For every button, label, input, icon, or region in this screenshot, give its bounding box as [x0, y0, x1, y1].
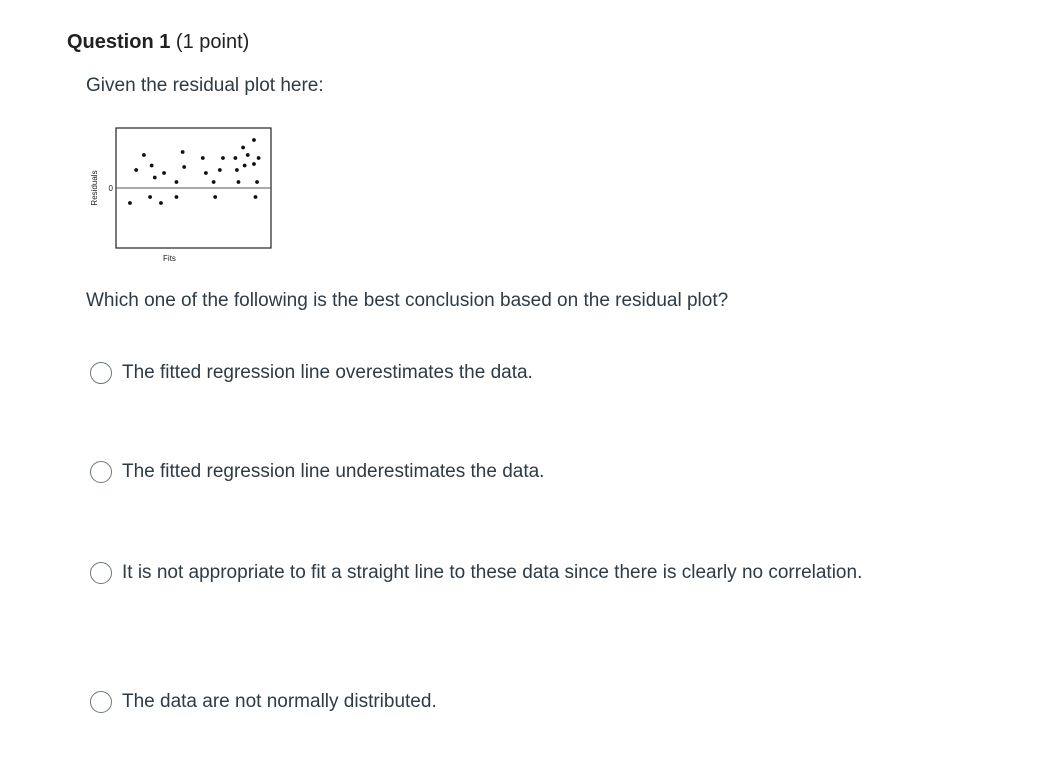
radio-button-2[interactable]: [90, 461, 112, 483]
data-point: [218, 168, 222, 172]
data-point: [241, 146, 245, 150]
question-points: (1 point): [175, 31, 250, 53]
data-point: [221, 156, 225, 160]
answer-option-label[interactable]: The data are not normally distributed.: [122, 691, 437, 712]
data-point: [175, 180, 179, 184]
residual-plot-svg: [88, 125, 288, 270]
data-point: [153, 176, 157, 180]
radio-button-4[interactable]: [90, 691, 112, 713]
data-point: [252, 138, 256, 142]
data-point: [150, 164, 154, 168]
y-tick-label: 0: [108, 184, 113, 193]
answer-option-label[interactable]: The fitted regression line underestimates the data.: [122, 461, 545, 482]
answer-option-4[interactable]: [90, 690, 890, 716]
data-point: [233, 156, 237, 160]
y-axis-label: Residuals: [90, 170, 99, 206]
data-point: [243, 164, 247, 168]
data-point: [159, 201, 163, 205]
data-point: [148, 195, 152, 199]
data-point: [255, 180, 259, 184]
answer-option-2[interactable]: [90, 460, 890, 486]
data-point: [162, 171, 166, 175]
data-point: [213, 195, 217, 199]
data-point: [204, 171, 208, 175]
answer-option-3[interactable]: [90, 561, 890, 587]
question-title: Question 1: [67, 31, 171, 53]
radio-button-1[interactable]: [90, 362, 112, 384]
data-point: [237, 180, 241, 184]
data-point: [257, 156, 261, 160]
data-point: [182, 165, 186, 169]
answer-option-label[interactable]: The fitted regression line overestimates the data.: [122, 362, 533, 383]
x-axis-label: Fits: [163, 254, 176, 263]
question-header: [67, 31, 249, 54]
data-point: [181, 150, 185, 154]
data-point: [246, 153, 250, 157]
question-prompt: Given the residual plot here:: [86, 75, 324, 96]
question-text: Which one of the following is the best conclusion based on the residual plot?: [86, 290, 729, 311]
data-point: [254, 195, 258, 199]
answer-option-label[interactable]: It is not appropriate to fit a straight line to these data since there is clearly no correlation.: [122, 562, 863, 583]
residual-plot: [88, 125, 288, 270]
data-point: [175, 195, 179, 199]
data-point: [142, 153, 146, 157]
data-point: [201, 156, 205, 160]
answer-option-1[interactable]: [90, 361, 890, 387]
data-point: [128, 201, 132, 205]
data-point: [134, 168, 138, 172]
data-point: [235, 168, 239, 172]
data-point: [252, 162, 256, 166]
radio-button-3[interactable]: [90, 562, 112, 584]
data-point: [212, 180, 216, 184]
